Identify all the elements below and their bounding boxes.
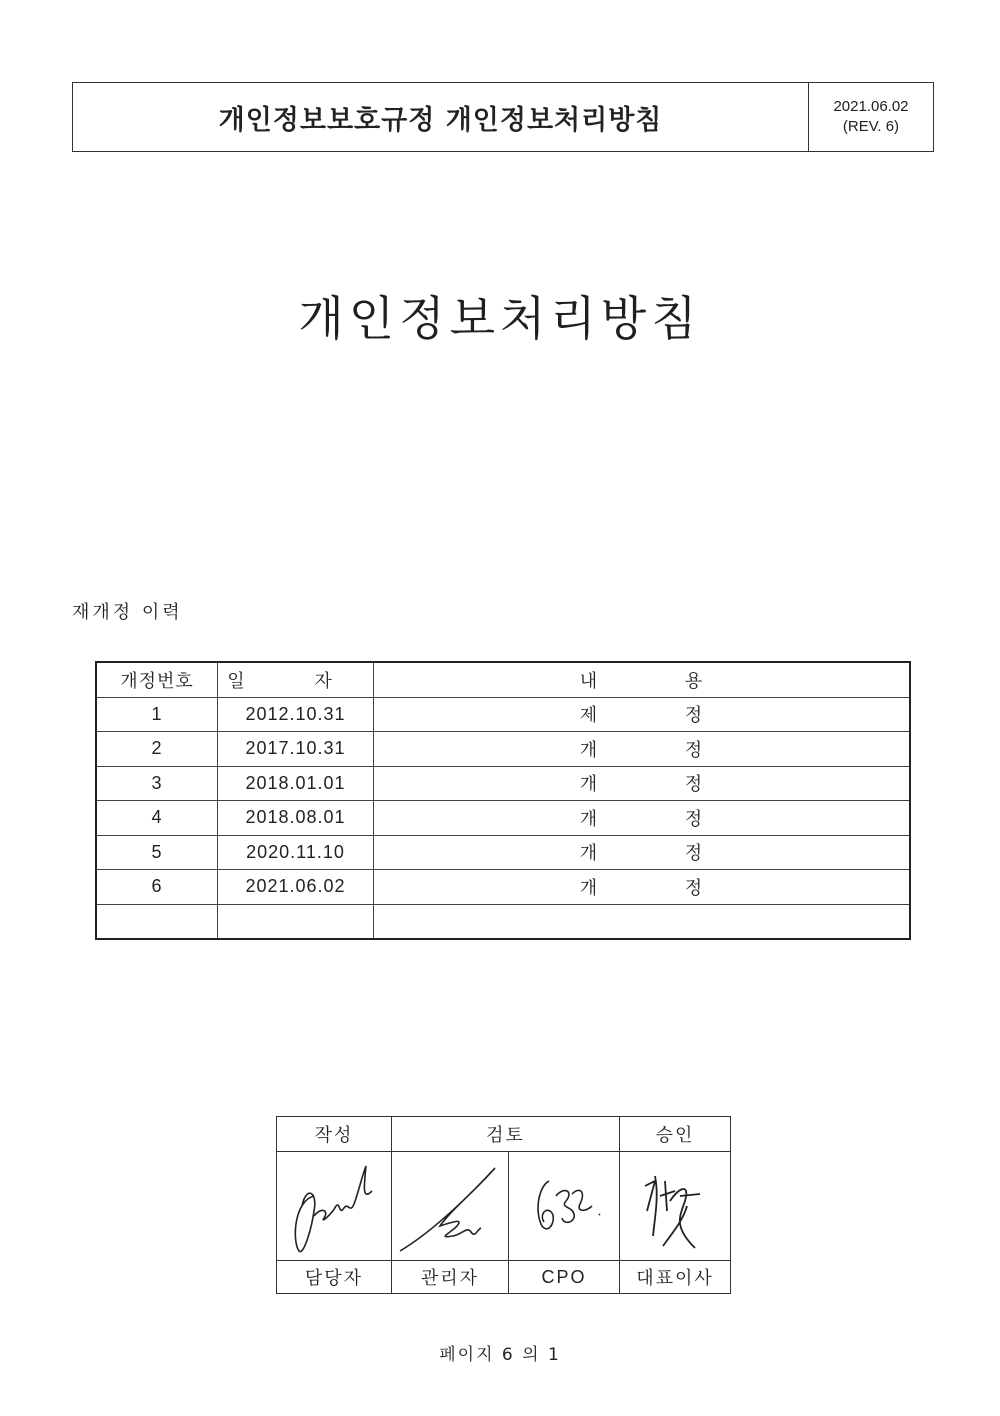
header-revision-number: 개정번호 — [96, 662, 218, 697]
handwritten-signature-staff — [284, 1156, 384, 1256]
signature-ceo — [620, 1152, 731, 1261]
row-content-right: 정 — [684, 739, 704, 761]
row-number: 1 — [96, 697, 218, 732]
row-content-empty — [374, 904, 911, 939]
row-date-empty — [218, 904, 374, 939]
row-date: 2021.06.02 — [218, 870, 374, 905]
table-row — [96, 766, 910, 801]
row-content-right: 정 — [684, 843, 704, 865]
row-content-right: 정 — [684, 705, 704, 727]
row-content — [374, 870, 911, 905]
page-number: 페이지 6 의 1 — [439, 1345, 561, 1365]
handwritten-signature-cpo — [514, 1156, 614, 1256]
table-row — [96, 732, 910, 767]
row-content — [374, 835, 911, 870]
row-content-left: 개 — [579, 843, 599, 865]
header-date: 2021.06.02 — [833, 98, 909, 115]
row-content — [374, 732, 911, 767]
header-title: 개인정보보호규정 개인정보처리방침 — [73, 83, 809, 151]
row-number: 2 — [96, 732, 218, 767]
signature-manager — [392, 1152, 509, 1261]
row-content — [374, 801, 911, 836]
revision-history-label: 재개정 이력 — [72, 602, 183, 623]
header-date-label: 일 자 — [227, 670, 364, 692]
row-content — [374, 766, 911, 801]
table-row — [96, 870, 910, 905]
row-date: 2018.01.01 — [218, 766, 374, 801]
row-content-right: 정 — [684, 877, 704, 899]
table-row — [96, 697, 910, 732]
row-number: 4 — [96, 801, 218, 836]
signature-row — [277, 1152, 731, 1261]
header-revision-info — [809, 83, 933, 151]
header-revision: (REV. 6) — [842, 118, 900, 135]
row-content-left: 개 — [579, 774, 599, 796]
table-header-row — [96, 662, 910, 697]
row-number: 3 — [96, 766, 218, 801]
document-title: 개인정보처리방침 — [298, 292, 702, 347]
document-header — [72, 82, 934, 152]
role-cpo: CPO — [509, 1261, 620, 1294]
row-date: 2020.11.10 — [218, 835, 374, 870]
row-number: 6 — [96, 870, 218, 905]
role-ceo: 대표이사 — [620, 1261, 731, 1294]
row-number-empty — [96, 904, 218, 939]
approval-header-row — [277, 1117, 731, 1152]
row-number: 5 — [96, 835, 218, 870]
row-date: 2012.10.31 — [218, 697, 374, 732]
handwritten-signature-ceo — [625, 1156, 725, 1256]
row-date: 2018.08.01 — [218, 801, 374, 836]
signature-cpo — [509, 1152, 620, 1261]
header-reviewed: 검토 — [392, 1117, 620, 1152]
role-staff: 담당자 — [277, 1261, 392, 1294]
row-content-right: 정 — [684, 808, 704, 830]
row-date: 2017.10.31 — [218, 732, 374, 767]
table-row-empty — [96, 904, 910, 939]
row-content-left: 개 — [579, 739, 599, 761]
header-content — [374, 662, 911, 697]
row-content-left: 제 — [579, 705, 599, 727]
approval-table — [276, 1116, 731, 1294]
header-date — [218, 662, 374, 697]
row-content-right: 정 — [684, 774, 704, 796]
header-approved: 승인 — [620, 1117, 731, 1152]
row-content-left: 개 — [579, 808, 599, 830]
handwritten-signature-manager — [395, 1156, 505, 1256]
table-row — [96, 801, 910, 836]
header-written: 작성 — [277, 1117, 392, 1152]
header-content-left: 내 — [579, 670, 599, 692]
role-manager: 관리자 — [392, 1261, 509, 1294]
header-content-right: 용 — [684, 670, 704, 692]
signature-staff — [277, 1152, 392, 1261]
row-content-left: 개 — [579, 877, 599, 899]
row-content — [374, 697, 911, 732]
revision-history-table — [95, 661, 911, 940]
table-row — [96, 835, 910, 870]
approval-role-row — [277, 1261, 731, 1294]
